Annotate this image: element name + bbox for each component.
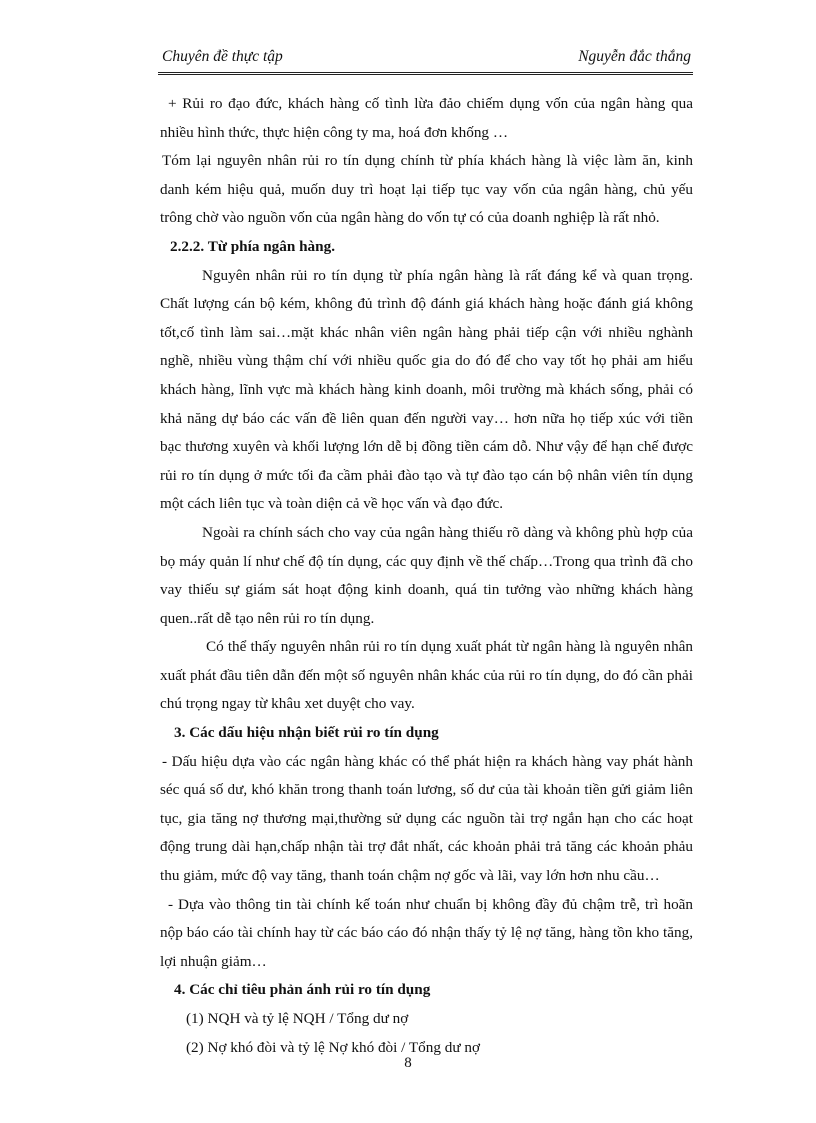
page-body — [160, 90, 693, 1062]
section-heading-2-2-2: 2.2.2. Từ phía ngân hàng. — [170, 237, 335, 255]
page-header — [158, 42, 693, 75]
header-document-title: Chuyên đề thực tập — [162, 48, 283, 65]
paragraph-bank-origin: Có thể thấy nguyên nhân rủi ro tín dụng xuất phát từ ngân hàng là nguyên nhân xuất phát đầu tiên dẫn đến một số nguyên nhân khác của rủi ro tín dụng, do đó cần phải chú trọng ngay từ khâu xet duyệt cho vay. — [160, 638, 693, 713]
paragraph-customer-summary: Tóm lại nguyên nhân rủi ro tín dụng chính từ phía khách hàng là việc làm ăn, kinh danh kém hiệu quả, muốn duy trì hoạt lại tiếp tục vay vốn của ngân hàng, chủ yếu trông chờ vào nguồn vốn của ngân hàng do vốn tự có của doanh nghiệp là rất nhỏ. — [160, 152, 693, 227]
list-item-bad-debt-ratio: (2) Nợ khó đòi và tỷ lệ Nợ khó đòi / Tổng dư nợ — [186, 1038, 481, 1056]
paragraph-signs-other-banks: - Dấu hiệu dựa vào các ngân hàng khác có thể phát hiện ra khách hàng vay phát hành séc quá số dư, khó khăn trong thanh toán lương, số dư của tài khoản tiền gửi giảm liên tục, gia tăng nợ thương mại,thường sử dụng các nguồn tài trợ ngắn hạn cho các hoạt động trung dài hạn,chấp nhận tài trợ đắt nhất, các khoản phải trả tăng các khoản phảu thu giảm, mức độ vay tăng, thanh toán chậm nợ gốc và lãi, vay lớn hơn nhu cầu… — [160, 752, 693, 885]
paragraph-bank-causes: Nguyên nhân rủi ro tín dụng từ phía ngân hàng là rất đáng kể và quan trọng. Chất lượng cán bộ kém, không đủ trình độ đánh giá khách hàng hoặc đánh giá không tốt,cố tình làm sai…mặt khác nhân viên ngân hàng phải tiếp cận với nhiều nghành nghề, nhiều vùng thậm chí với nhiều quốc gia do đó để cho vay tốt họ phải am hiểu khách hàng, lĩnh vực mà khách hàng kinh doanh, môi trường mà khách sống, phải có khả năng dự báo các vấn đề liên quan đến người vay… hơn nữa họ tiếp xúc với tiền bạc thương xuyên và khối lượng lớn dễ bị đồng tiền cám dỗ. Như vậy để hạn chế được rủi ro tín dụng ở mức tối đa cầm phải đào tạo và tự đào tạo cán bộ nhân viên tín dụng một cách liên tục và toàn diện cả về học vấn và đạo đức. — [160, 266, 693, 513]
section-heading-4: 4. Các chỉ tiêu phản ánh rủi ro tín dụng — [174, 981, 431, 999]
section-heading-3: 3. Các dấu hiệu nhận biết rủi ro tín dụng — [174, 724, 439, 742]
paragraph-moral-risk: + Rủi ro đạo đức, khách hàng cố tình lừa đảo chiếm dụng vốn của ngân hàng qua nhiều hình thức, thực hiện công ty ma, hoá đơn khống … — [160, 95, 693, 141]
header-author-name: Nguyễn đắc thắng — [578, 48, 691, 65]
paragraph-lending-policy: Ngoài ra chính sách cho vay của ngân hàng thiếu rõ dàng và không phù hợp của bọ máy quản lí như chế độ tín dụng, các quy định về thế chấp…Trong qua trình đã cho vay thiếu sự giám sát hoạt động kinh doanh, quá tin tưởng vào những khách hàng quen..rất dễ tạo nên rủi ro tín dụng. — [160, 523, 693, 627]
paragraph-signs-financial-info: - Dựa vào thông tin tài chính kế toán như chuẩn bị không đầy đủ chậm trễ, trì hoãn nộp báo cáo tài chính hay từ các báo cáo đó nhận thấy tỷ lệ nợ tăng, hàng tồn kho tăng, lợi nhuận giảm… — [160, 895, 693, 970]
list-item-npl-ratio: (1) NQH và tỷ lệ NQH / Tổng dư nợ — [186, 1010, 409, 1027]
page-number: 8 — [404, 1055, 412, 1071]
